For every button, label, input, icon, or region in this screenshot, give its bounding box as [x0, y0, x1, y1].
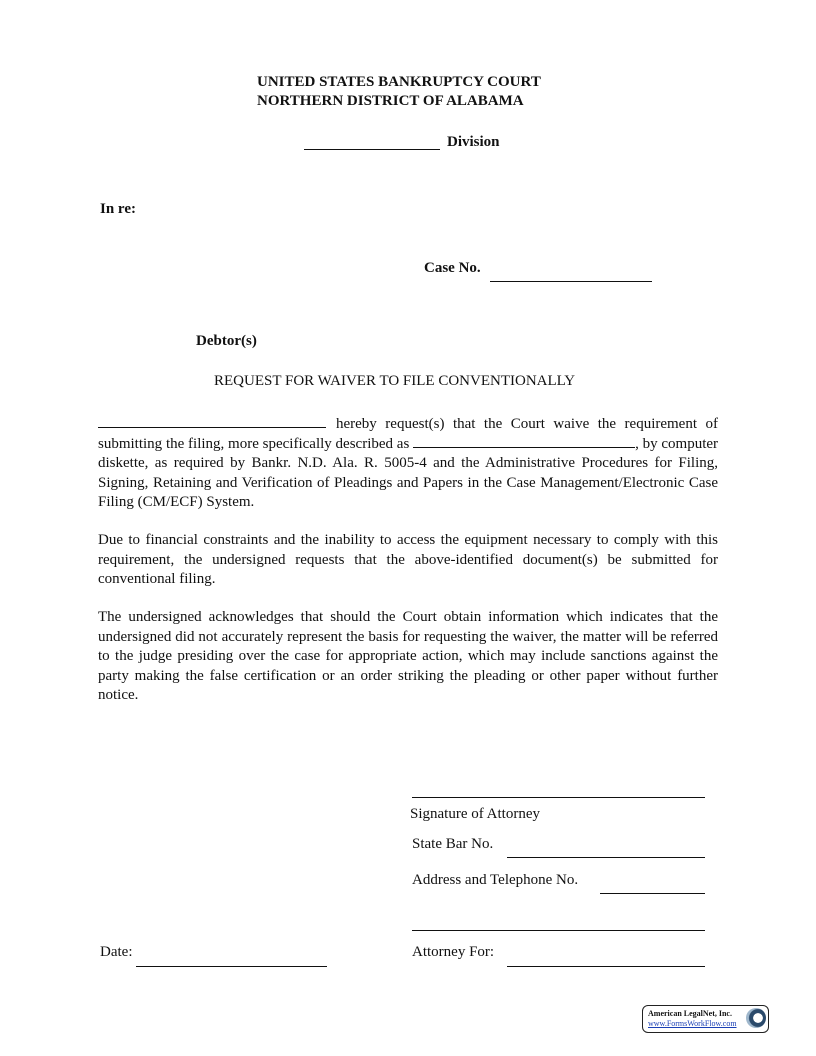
date-label: Date:: [100, 944, 133, 960]
paragraph-acknowledgment: [98, 608, 718, 706]
attorney-for-label: Attorney For:: [412, 944, 495, 960]
address-blank-2[interactable]: [412, 930, 705, 931]
paragraph-constraints: [98, 531, 718, 590]
date-blank[interactable]: [136, 966, 327, 967]
debtor-label: Debtor(s): [196, 333, 257, 349]
court-name: UNITED STATES BANKRUPTCY COURT: [257, 74, 541, 90]
requester-blank[interactable]: [98, 427, 326, 428]
american-legalnet-logo[interactable]: [642, 1005, 769, 1033]
address-blank[interactable]: [600, 893, 705, 894]
logo-url-link[interactable]: www.FormsWorkFlow.com: [648, 1019, 737, 1028]
division-label: Division: [447, 134, 500, 150]
request-text-a: hereby request(s) that the Court waive the requirement of submitting the filing, more specifically described as: [98, 416, 718, 452]
address-label: Address and Telephone No.: [412, 872, 579, 888]
document-title: REQUEST FOR WAIVER TO FILE CONVENTIONALLY: [214, 373, 576, 389]
logo-company: American LegalNet, Inc.: [648, 1009, 732, 1018]
acknowledgment-text: The undersigned acknowledges that should the Court obtain information which indicates that the undersigned did not accurately represent the basis for requesting the waiver, the matter will be referred to the judge presiding over the case for appropriate action, which may include sanctions against the party making the false certification or an order striking the pleading or other paper without further notice.: [98, 609, 718, 703]
paragraph-request: [98, 415, 718, 513]
case-no-label: Case No.: [424, 260, 481, 276]
bar-no-blank[interactable]: [507, 857, 705, 858]
division-blank[interactable]: [304, 149, 440, 150]
constraints-text: Due to financial constraints and the inability to access the equipment necessary to comply with this requirement, the undersigned requests that the above-identified document(s) be submitted for conventional filing.: [98, 532, 718, 587]
bar-no-label: State Bar No.: [412, 836, 494, 852]
district-name: NORTHERN DISTRICT OF ALABAMA: [257, 93, 524, 109]
signature-label: Signature of Attorney: [410, 806, 540, 822]
case-no-blank[interactable]: [490, 281, 652, 282]
attorney-for-blank[interactable]: [507, 966, 705, 967]
signature-line[interactable]: [412, 797, 705, 798]
globe-icon: [746, 1008, 766, 1028]
filing-description-blank[interactable]: [413, 447, 635, 448]
in-re-label: In re:: [100, 201, 136, 217]
request-text-b: , by computer diskette, as required by Bankr. N.D. Ala. R. 5005-4 and the Administrative Procedures for Filing, Signing, Retaining and Verification of Pleadings and Papers in the Case Management/Electronic Case Filing (CM/ECF) System.: [98, 435, 719, 510]
